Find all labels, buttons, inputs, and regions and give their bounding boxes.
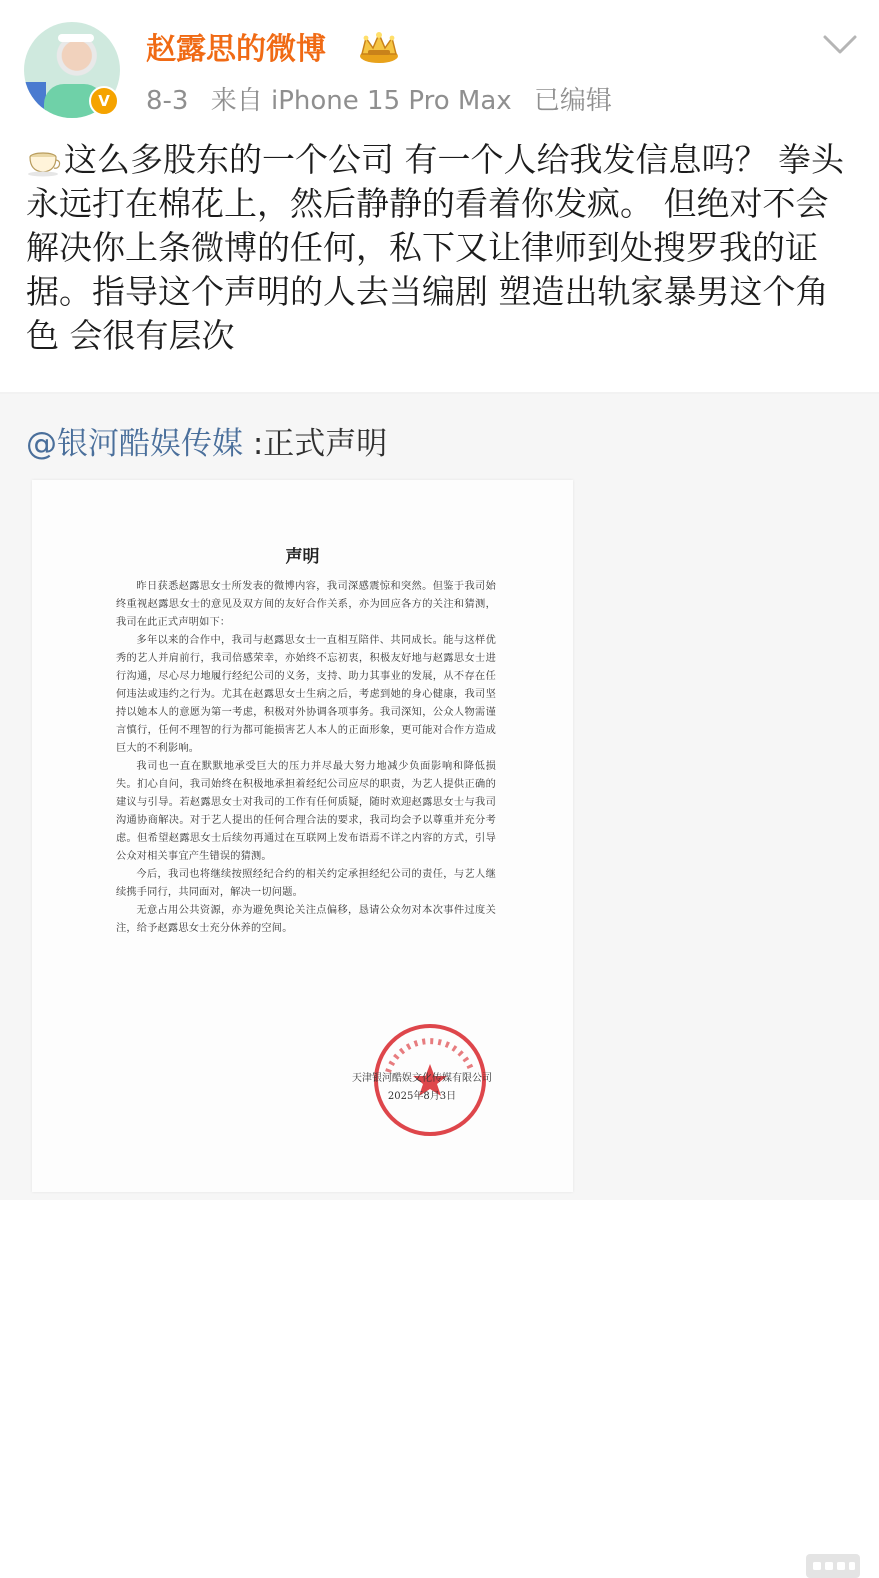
post-date: 8-3 [146,86,189,116]
image-grid-icon[interactable] [806,1554,860,1578]
repost-text: :正式声明 [243,426,388,462]
statement-paragraph: 无意占用公共资源，亦为避免舆论关注点偏移，恳请公众勿对本次事件过度关注，给予赵露思女士充分休养的空间。 [116,905,496,934]
statement-company: 天津银河酷娱文化传媒有限公司 [352,1073,492,1084]
repost-block[interactable] [0,394,879,1200]
verified-badge-icon: V [89,86,119,116]
post-edited[interactable]: 已编辑 [533,86,612,116]
post-text [26,138,856,358]
statement-paragraph: 我司也一直在默默地承受巨大的压力并尽最大努力地减少负面影响和降低损失。扪心自问，我司始终在积极地承担着经纪公司应尽的职责，为艺人提供正确的建议与引导。若赵露思女士对我司的工作有任何质疑，随时欢迎赵露思女士与我司沟通协商解决。对于艺人提出的任何合理合法的要求，我司均会予以尊重并充分考虑。但希望赵露思女士后续勿再通过在互联网上发布语焉不详之内容的方式，引导公众对相关事宜产生错误的猜测。 [116,761,496,862]
post-meta [146,80,626,117]
post-source: 来自 iPhone 15 Pro Max [210,86,512,116]
statement-signature [352,1070,492,1106]
statement-date: 2025年8月3日 [387,1091,457,1102]
statement-image[interactable] [32,480,573,1192]
post-text-body: 这么多股东的一个公司 有一个人给我发信息吗？ 拳头永远打在棉花上，然后静静的看着你发疯。 但绝对不会解决你上条微博的任何，私下又让律师到处搜罗我的证据。指导这个声明的人去当编剧 塑造出轨家暴男这个角色 会很有层次 [26,140,844,355]
statement-paragraph: 多年以来的合作中，我司与赵露思女士一直相互陪伴、共同成长。能与这样优秀的艺人并肩前行，我司倍感荣幸，亦始终不忘初衷，积极友好地与赵露思女士进行沟通，尽心尽力地履行经纪公司的义务，支持、助力其事业的发展，从不存在任何违法或违约之行为。尤其在赵露思女士生病之后，考虑到她的身心健康，我司坚持以她本人的意愿为第一考虑，积极对外协调各项事务。我司深知，公众人物需谨言慎行，任何不理智的行为都可能损害艺人本人的正面形象，更可能对合作方造成巨大的不利影响。 [116,635,496,754]
avatar-visor [58,34,94,42]
statement-body [116,578,496,938]
tea-cup-icon [26,145,62,177]
username[interactable]: 赵露思的微博 [146,32,326,67]
chevron-down-icon[interactable] [822,34,858,56]
crown-icon [356,30,402,64]
repost-header [26,418,387,463]
repost-mention-link[interactable]: @银河酷娱传媒 [26,426,243,462]
avatar-shelf [24,82,46,118]
statement-paragraph: 今后，我司也将继续按照经纪合约的相关约定承担经纪公司的责任，与艺人继续携手同行，共同面对，解决一切问题。 [116,869,496,898]
statement-title: 声明 [285,547,320,567]
statement-paragraph: 昨日获悉赵露思女士所发表的微博内容，我司深感震惊和突然。但鉴于我司始终重视赵露思女士的意见及双方间的友好合作关系，亦为回应各方的关注和猜测，我司在此正式声明如下： [116,581,496,628]
weibo-post [0,0,879,392]
